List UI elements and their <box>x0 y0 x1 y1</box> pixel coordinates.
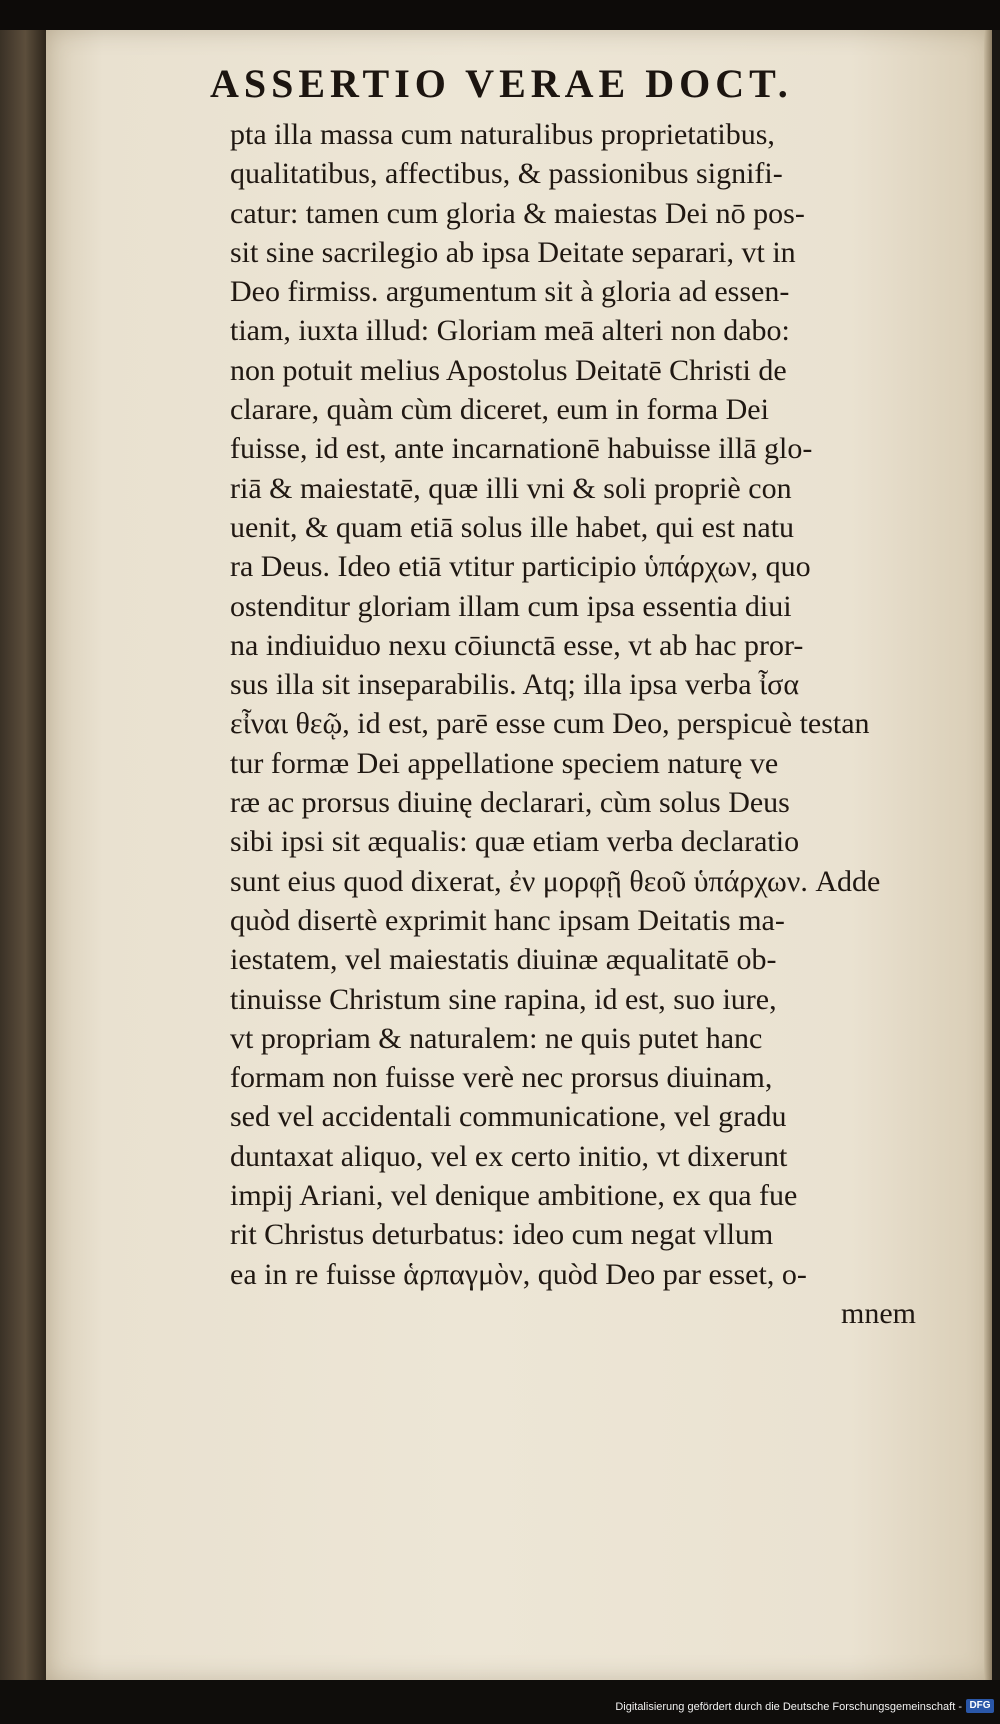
text-line: na indiuiduo nexu cōiunctā esse, vt ab hac pror- <box>230 628 804 662</box>
text-line: duntaxat aliquo, vel ex certo initio, vt dixerunt <box>230 1139 788 1173</box>
text-line: non potuit melius Apostolus Deitatē Christi de <box>230 353 787 387</box>
text-line: sed vel accidentali communicatione, vel gradu <box>230 1100 787 1134</box>
text-line: tur formæ Dei appellatione speciem naturę ve <box>230 746 779 780</box>
text-line: ræ ac prorsus diuinę declarari, cùm solus Deus <box>230 786 790 820</box>
text-line: uenit, & quam etiā solus ille habet, qui est natu <box>230 510 795 544</box>
text-line: catur: tamen cum gloria & maiestas Dei nō pos- <box>230 196 805 230</box>
text-line: impij Ariani, vel denique ambitione, ex qua fue <box>230 1179 798 1213</box>
text-line: sibi ipsi sit æqualis: quæ etiam verba declaratio <box>230 825 800 859</box>
text-line: sit sine sacrilegio ab ipsa Deitate separari, vt in <box>230 235 796 269</box>
text-line: εἶναι θεῷ, id est, parē esse cum Deo, perspicuè testan <box>230 707 870 741</box>
running-head: ASSERTIO VERAE DOCT. <box>210 61 793 106</box>
dfg-logo: DFG <box>966 1699 994 1713</box>
text-line: sunt eius quod dixerat, ἐν μορφῇ θεοῦ ὑπάρχων. Adde <box>230 864 881 898</box>
book-spine <box>0 30 46 1690</box>
text-line: sus illa sit inseparabilis. Atq; illa ipsa verba ἶσα <box>230 668 800 702</box>
text-line: iestatem, vel maiestatis diuinæ æqualitatē ob- <box>230 943 777 977</box>
text-line: fuisse, id est, ante incarnationē habuisse illā glo- <box>230 432 813 466</box>
text-line: qualitatibus, affectibus, & passionibus signifi- <box>230 157 783 191</box>
text-line: Deo firmiss. argumentum sit à gloria ad essen- <box>230 275 790 309</box>
text-line: quòd disertè exprimit hanc ipsam Deitatis ma- <box>230 903 785 937</box>
text-line: tinuisse Christum sine rapina, id est, suo iure, <box>230 982 777 1016</box>
text-line: ostenditur gloriam illam cum ipsa essentia diui <box>230 589 792 623</box>
digitization-credit: Digitalisierung gefördert durch die Deutsche Forschungsgemeinschaft - <box>615 1701 962 1713</box>
text-line: pta illa massa cum naturalibus proprietatibus, <box>230 118 775 151</box>
text-line: riā & maiestatē, quæ illi vni & soli propriè con <box>230 471 792 505</box>
page-edge <box>984 30 992 1680</box>
catchword: mnem <box>841 1296 916 1330</box>
text-line: ea in re fuisse ἁρπαγμὸν, quòd Deo par esset, o- <box>230 1257 807 1291</box>
page-body-text <box>230 115 920 1333</box>
text-line: ra Deus. Ideo etiā vtitur participio ὑπάρχων, quo <box>230 550 811 584</box>
text-line: formam non fuisse verè nec prorsus diuinam, <box>230 1061 773 1095</box>
text-line: vt propriam & naturalem: ne quis putet hanc <box>230 1021 763 1055</box>
text-line: tiam, iuxta illud: Gloriam meā alteri non dabo: <box>230 314 790 348</box>
text-line: clarare, quàm cùm diceret, eum in forma Dei <box>230 393 769 427</box>
scan-top-border <box>0 0 1000 30</box>
text-line: rit Christus deturbatus: ideo cum negat vllum <box>230 1218 774 1252</box>
